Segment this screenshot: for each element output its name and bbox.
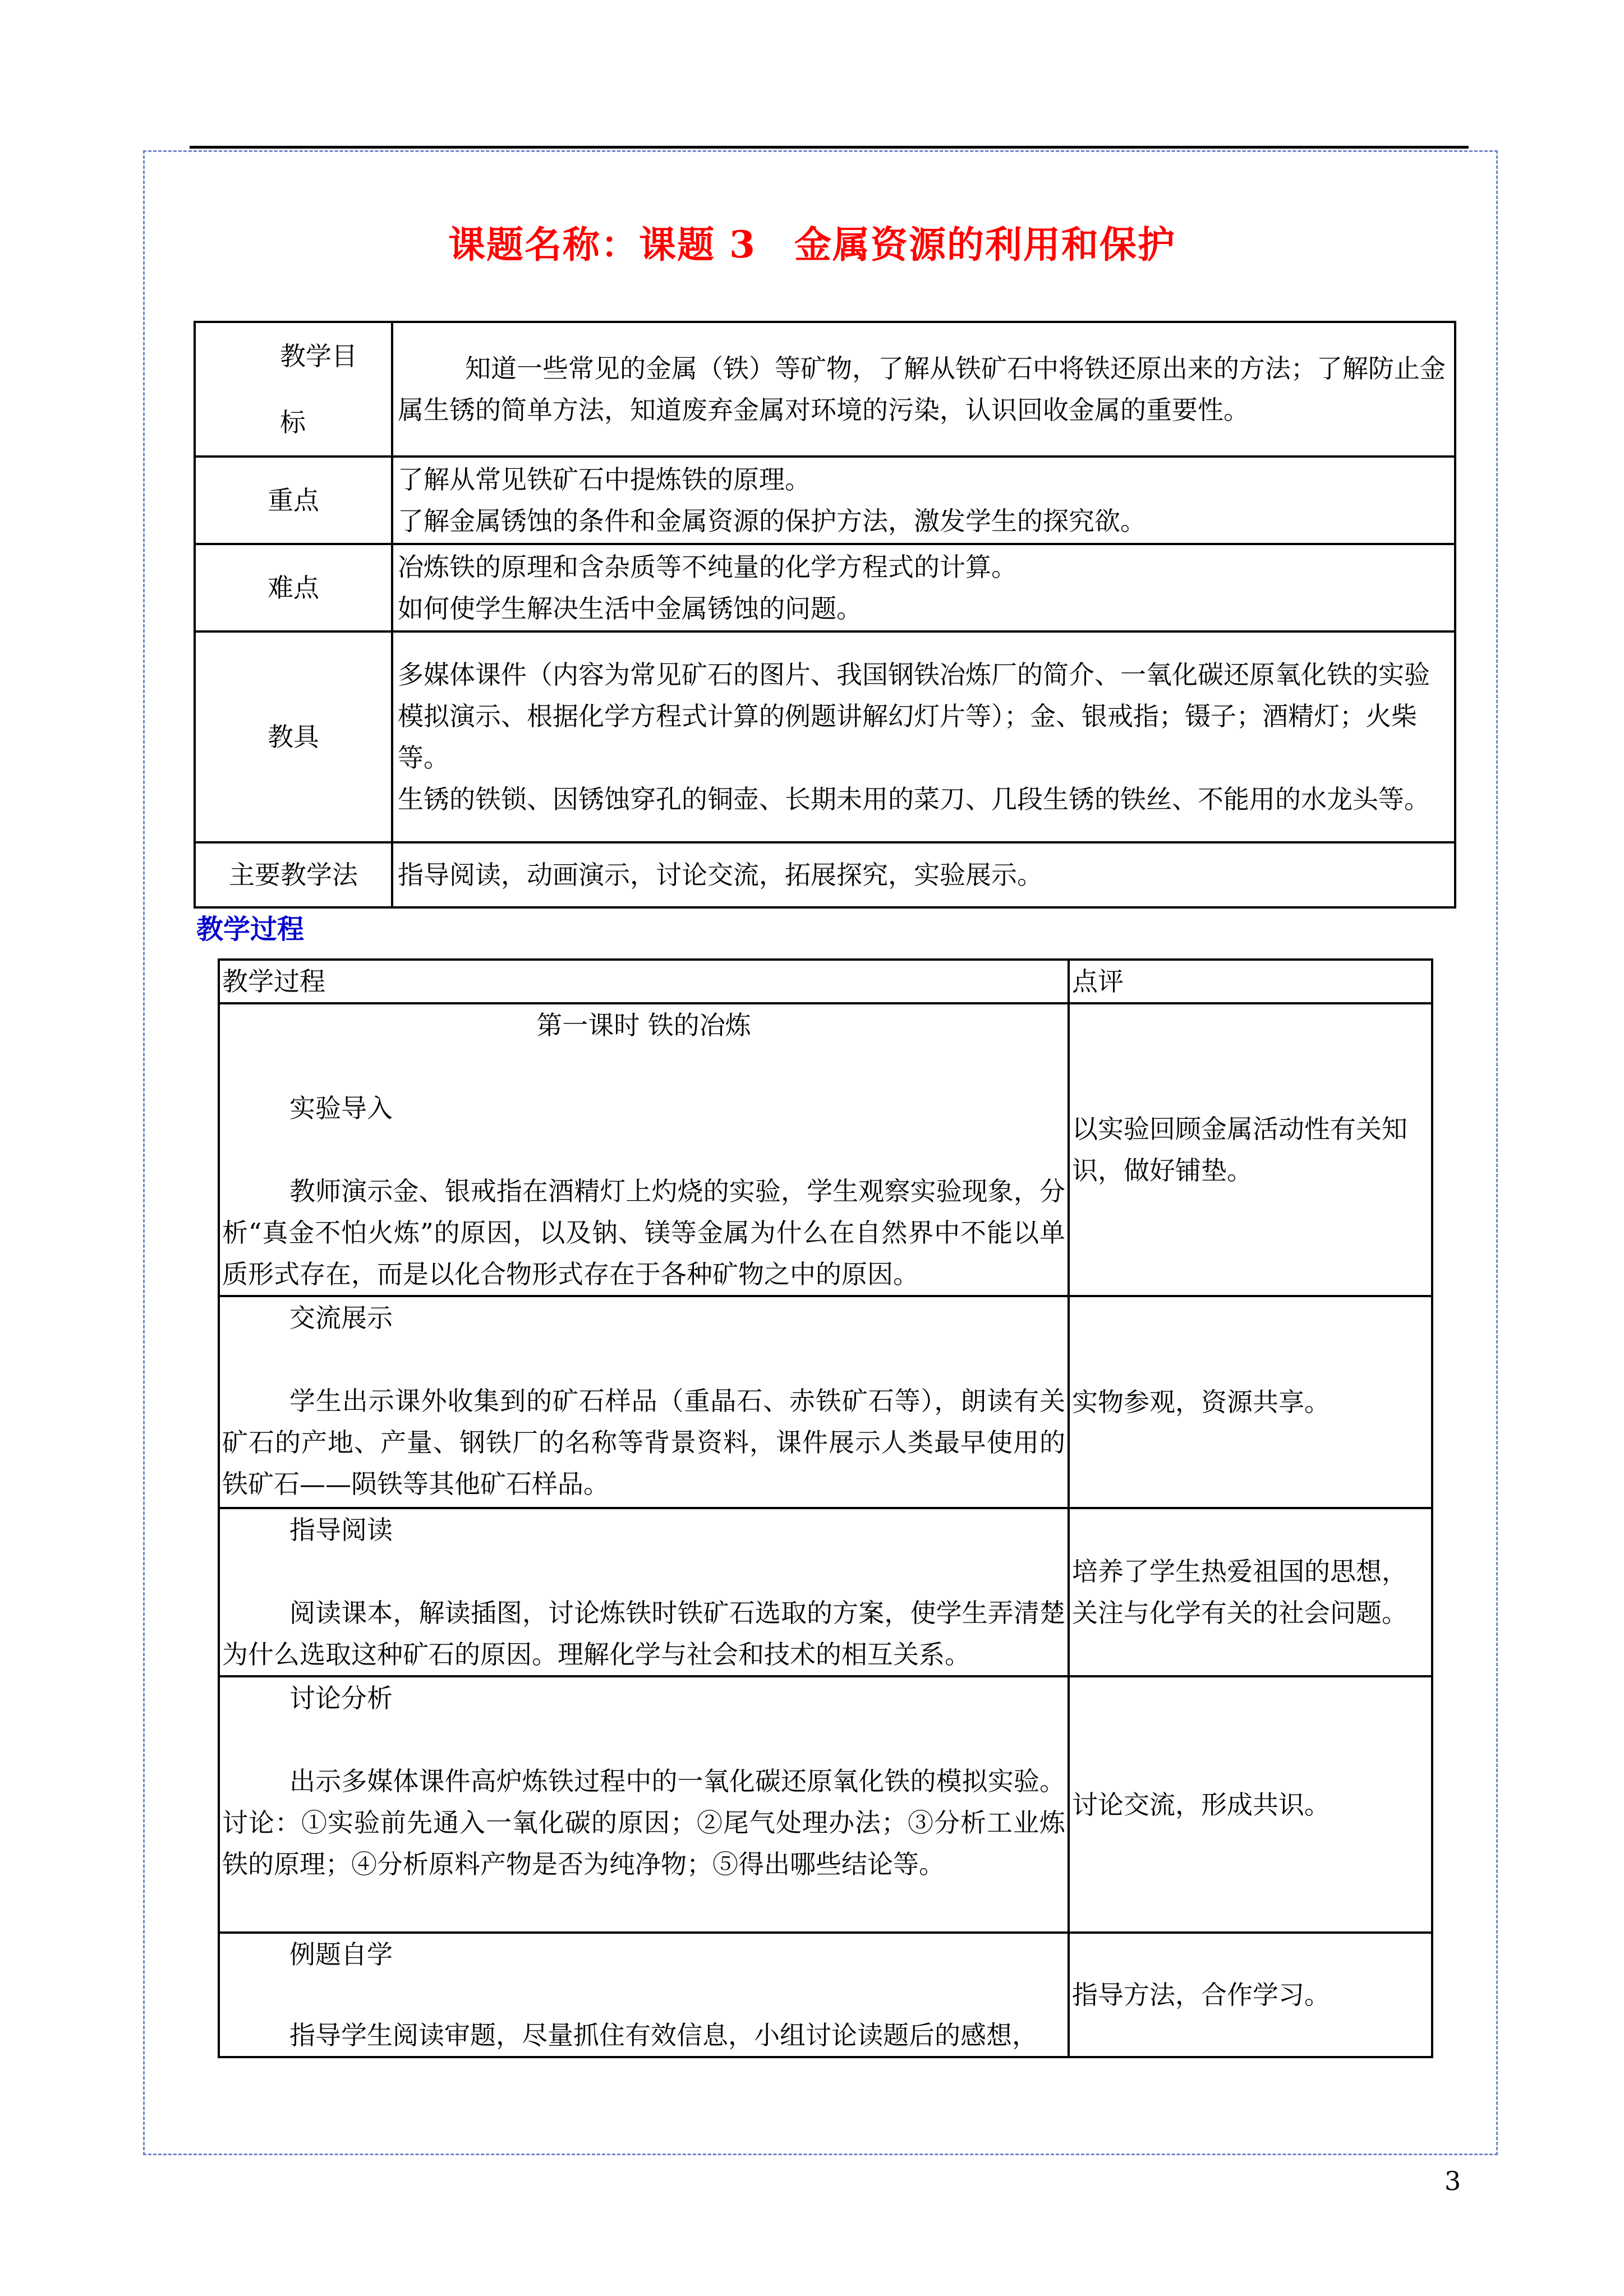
difficulty-text [392, 544, 1455, 631]
step-comment: 以实验回顾金属活动性有关知识，做好铺垫。 [1069, 1003, 1432, 1296]
table-row [219, 1933, 1069, 2057]
section-title: 教学过程 [196, 914, 305, 945]
goal-text: 知道一些常见的金属（铁）等矿物，了解从铁矿石中将铁还原出来的方法；了解防止金属生锈的简单方法，知道废弃金属对环境的污染，认识回收金属的重要性。 [392, 322, 1455, 457]
step-title: 指导阅读 [289, 1515, 393, 1545]
step-comment: 实物参观，资源共享。 [1069, 1296, 1432, 1508]
key-point-line: 了解从常见铁矿石中提炼铁的原理。 [398, 464, 811, 495]
equipment-text [392, 631, 1455, 842]
table-row [219, 1508, 1069, 1676]
process-table [218, 958, 1433, 2058]
step-content: 教师演示金、银戒指在酒精灯上灼烧的实验，学生观察实验现象，分析“真金不怕火炼”的原因，以及钠、镁等金属为什么在自然界中不能以单质形式存在，而是以化合物形式存在于各种矿物之中的原因。 [222, 1176, 1065, 1289]
step-content: 学生出示课外收集到的矿石样品（重晶石、赤铁矿石等），朗读有关矿石的产地、产量、钢铁厂的名称等背景资料，课件展示人类最早使用的铁矿石——陨铁等其他矿石样品。 [222, 1386, 1065, 1499]
table-row [219, 1296, 1069, 1508]
goal-label: 教学目 标 [195, 322, 392, 457]
equipment-label: 教具 [195, 631, 392, 842]
step-title: 实验导入 [289, 1093, 393, 1123]
difficulty-line: 如何使学生解决生活中金属锈蚀的问题。 [398, 593, 862, 624]
step-content: 阅读课本，解读插图，讨论炼铁时铁矿石选取的方案，使学生弄清楚为什么选取这种矿石的原因。理解化学与社会和技术的相互关系。 [222, 1598, 1065, 1670]
difficulty-line: 冶炼铁的原理和含杂质等不纯量的化学方程式的计算。 [398, 552, 1017, 582]
page-number: 3 [1444, 2166, 1461, 2196]
difficulty-label: 难点 [195, 544, 392, 631]
step-comment: 培养了学生热爱祖国的思想，关注与化学有关的社会问题。 [1069, 1508, 1432, 1676]
step-content: 指导学生阅读审题，尽量抓住有效信息，小组讨论读题后的感想， [289, 2020, 1038, 2050]
lesson-heading: 第一课时 铁的冶炼 [536, 1010, 751, 1040]
equipment-line: 多媒体课件（内容为常见矿石的图片、我国钢铁冶炼厂的简介、一氧化碳还原氧化铁的实验模拟演示、根据化学方程式计算的例题讲解幻灯片等）；金、银戒指；镊子；酒精灯；火柴等。 [398, 660, 1430, 773]
step-title: 讨论分析 [289, 1683, 393, 1713]
key-point-label: 重点 [195, 457, 392, 544]
step-comment: 讨论交流，形成共识。 [1069, 1676, 1432, 1933]
equipment-line: 生锈的铁锁、因锈蚀穿孔的铜壶、长期未用的菜刀、几段生锈的铁丝、不能用的水龙头等。 [398, 784, 1430, 814]
step-comment: 指导方法，合作学习。 [1069, 1933, 1432, 2057]
table-row [219, 1676, 1069, 1933]
key-point-line: 了解金属锈蚀的条件和金属资源的保护方法，激发学生的探究欲。 [398, 506, 1146, 536]
method-label: 主要教学法 [195, 842, 392, 907]
summary-table [194, 321, 1456, 909]
page-title: 课题名称：课题 3 金属资源的利用和保护 [448, 223, 1176, 266]
step-title: 例题自学 [289, 1939, 393, 1970]
step-content: 出示多媒体课件高炉炼铁过程中的一氧化碳还原氧化铁的模拟实验。讨论：①实验前先通入一氧化碳的原因；②尾气处理办法；③分析工业炼铁的原理；④分析原料产物是否为纯净物；⑤得出哪些结论等。 [222, 1766, 1065, 1879]
step-title: 交流展示 [289, 1303, 393, 1333]
table-row [219, 1003, 1069, 1296]
method-text: 指导阅读，动画演示，讨论交流，拓展探究，实验展示。 [392, 842, 1455, 907]
process-header: 教学过程 [219, 960, 1069, 1003]
header-rule [190, 146, 1469, 149]
key-point-text [392, 457, 1455, 544]
comment-header: 点评 [1069, 960, 1432, 1003]
